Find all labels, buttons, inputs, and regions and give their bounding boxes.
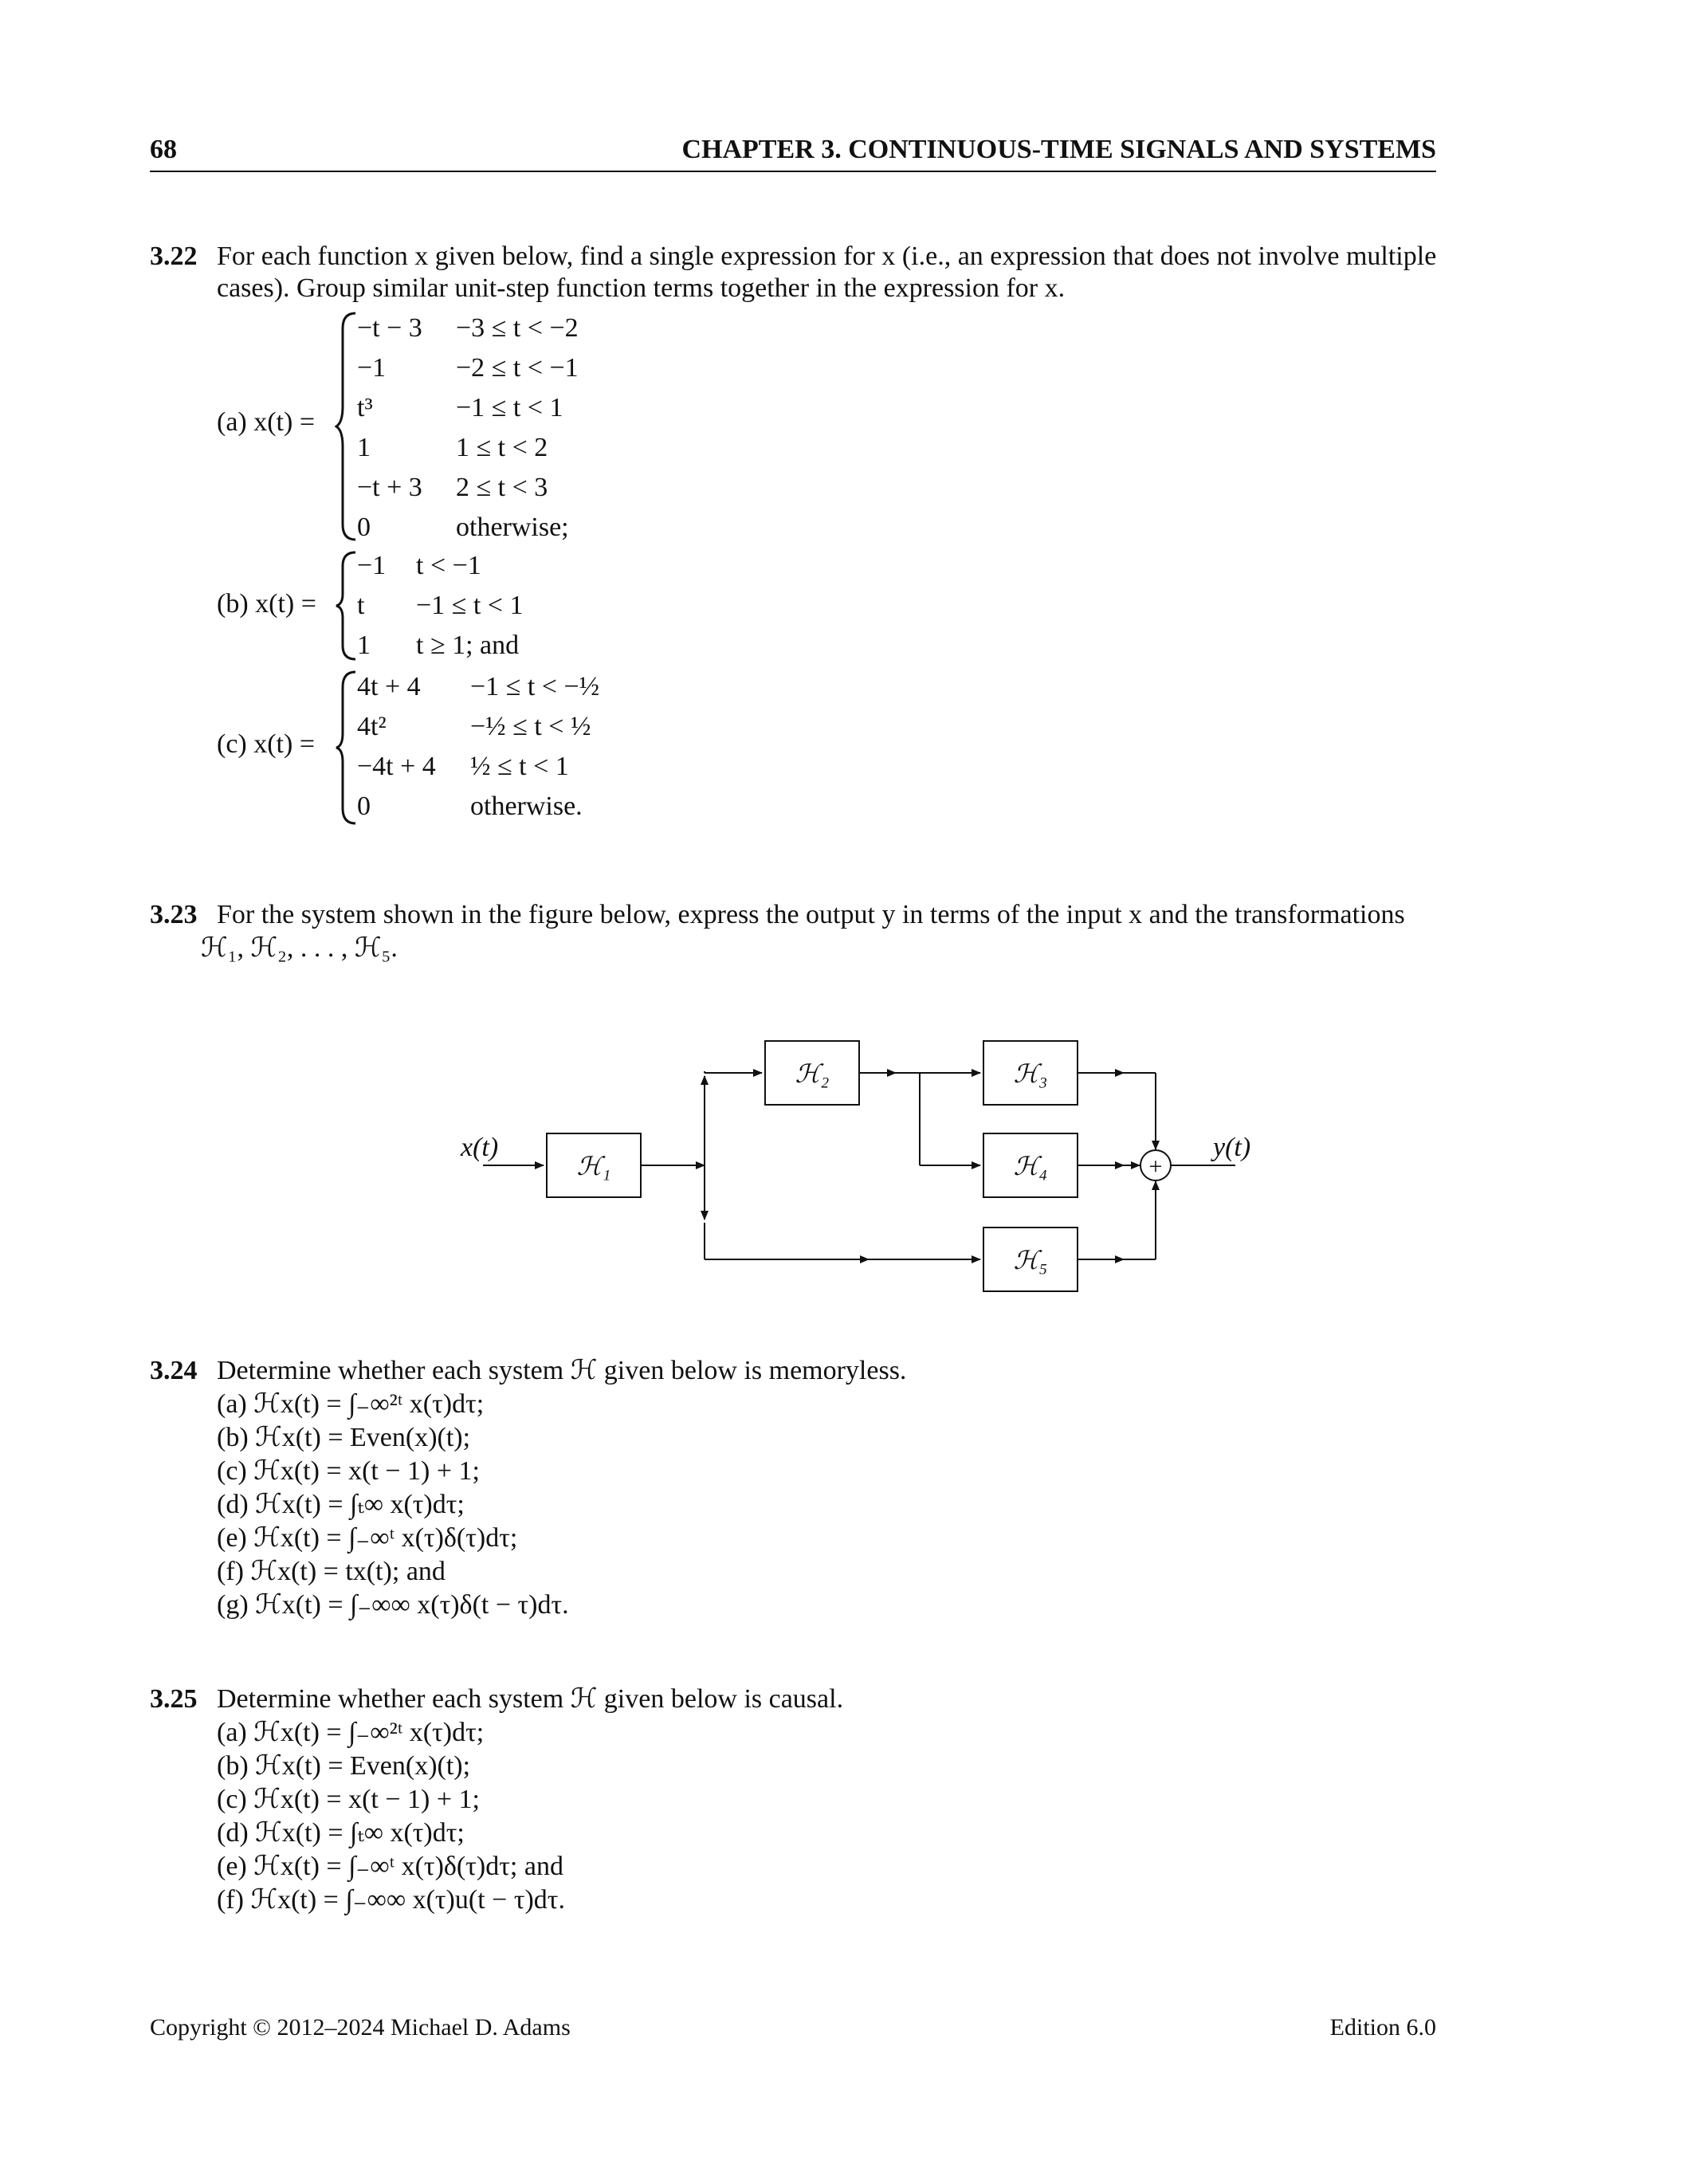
page-number: 68 — [150, 135, 177, 164]
list-item: (a) ℋx(t) = ∫₋∞²ᵗ x(τ)dτ; — [217, 1389, 485, 1419]
case-cond: −2 ≤ t < −1 — [456, 353, 579, 383]
case-expr: 0 — [357, 513, 371, 542]
case-expr: 1 — [357, 630, 371, 660]
list-item: (f) ℋx(t) = ∫₋∞∞ x(τ)u(t − τ)dτ. — [217, 1885, 565, 1915]
block-h1-label: ℋ₁ — [576, 1152, 611, 1180]
case-cond: −1 ≤ t < −½ — [470, 672, 600, 701]
case-cond: t < −1 — [416, 551, 481, 580]
case-expr: 4t² — [357, 712, 387, 741]
problem-number: 3.24 — [150, 1356, 198, 1385]
header-rule — [150, 171, 1436, 172]
case-expr: 0 — [357, 792, 371, 821]
output-label: y(t) — [1213, 1133, 1251, 1162]
case-expr: −4t + 4 — [357, 752, 436, 781]
block-h2-label: ℋ₂ — [795, 1059, 830, 1088]
list-item: (c) ℋx(t) = x(t − 1) + 1; — [217, 1785, 480, 1814]
list-item: (b) ℋx(t) = Even(x)(t); — [217, 1423, 471, 1452]
problem-number: 3.25 — [150, 1684, 198, 1714]
list-item: (d) ℋx(t) = ∫ₜ∞ x(τ)dτ; — [217, 1490, 465, 1519]
case-cond: −3 ≤ t < −2 — [456, 313, 579, 343]
list-item: (c) ℋx(t) = x(t − 1) + 1; — [217, 1456, 480, 1486]
problem-text: Determine whether each system ℋ given below is memoryless. — [217, 1356, 907, 1385]
case-cond: −½ ≤ t < ½ — [470, 712, 591, 741]
left-brace — [335, 550, 359, 662]
list-item: (b) ℋx(t) = Even(x)(t); — [217, 1751, 471, 1781]
case-expr: −1 — [357, 551, 387, 580]
problem-text-line-2: ℋ₁, ℋ₂, . . . , ℋ₅. — [201, 933, 398, 963]
part-c-label: (c) x(t) = — [217, 729, 316, 759]
system-block-diagram — [430, 1012, 1291, 1307]
case-cond: ½ ≤ t < 1 — [470, 752, 569, 781]
input-label: x(t) — [461, 1133, 499, 1162]
list-item: (g) ℋx(t) = ∫₋∞∞ x(τ)δ(t − τ)dτ. — [217, 1590, 569, 1620]
left-brace — [335, 311, 359, 542]
problem-text-line-1: For the system shown in the figure below, express the output y in terms of the input x and the transformations — [217, 900, 1405, 929]
chapter-title: CHAPTER 3. CONTINUOUS-TIME SIGNALS AND SYSTEMS — [681, 135, 1436, 164]
adder-symbol: + — [1148, 1153, 1163, 1180]
list-item: (a) ℋx(t) = ∫₋∞²ᵗ x(τ)dτ; — [217, 1718, 485, 1747]
case-cond: 2 ≤ t < 3 — [456, 473, 548, 502]
part-a-label: (a) x(t) = — [217, 407, 316, 437]
list-item: (f) ℋx(t) = tx(t); and — [217, 1557, 446, 1586]
footer-edition: Edition 6.0 — [1329, 2014, 1436, 2041]
case-expr: −t + 3 — [357, 473, 422, 502]
problem-text-line-2: cases). Group similar unit-step function terms together in the expression for x. — [217, 273, 1066, 303]
list-item: (d) ℋx(t) = ∫ₜ∞ x(τ)dτ; — [217, 1818, 465, 1848]
problem-number: 3.22 — [150, 242, 198, 271]
block-h4-label: ℋ₄ — [1013, 1152, 1048, 1180]
footer-copyright: Copyright © 2012–2024 Michael D. Adams — [150, 2014, 571, 2041]
problem-text: Determine whether each system ℋ given below is causal. — [217, 1684, 844, 1714]
list-item: (e) ℋx(t) = ∫₋∞ᵗ x(τ)δ(τ)dτ; and — [217, 1852, 563, 1881]
case-cond: 1 ≤ t < 2 — [456, 433, 548, 462]
list-item: (e) ℋx(t) = ∫₋∞ᵗ x(τ)δ(τ)dτ; — [217, 1523, 518, 1553]
case-cond: −1 ≤ t < 1 — [456, 393, 563, 422]
problem-text-line-1: For each function x given below, find a single expression for x (i.e., an expression that does not involve multiple — [217, 242, 1437, 271]
case-cond: otherwise; — [456, 513, 569, 542]
case-expr: −1 — [357, 353, 387, 383]
case-expr: 4t + 4 — [357, 672, 421, 701]
case-cond: t ≥ 1; and — [416, 630, 520, 660]
problem-number: 3.23 — [150, 900, 198, 929]
case-cond: otherwise. — [470, 792, 583, 821]
case-expr: 1 — [357, 433, 371, 462]
case-expr: t³ — [357, 393, 373, 422]
block-h3-label: ℋ₃ — [1013, 1059, 1048, 1088]
block-h5-label: ℋ₅ — [1013, 1246, 1048, 1275]
case-cond: −1 ≤ t < 1 — [416, 591, 524, 620]
case-expr: t — [357, 591, 365, 620]
left-brace — [335, 670, 359, 826]
case-expr: −t − 3 — [357, 313, 422, 343]
part-b-label: (b) x(t) = — [217, 589, 316, 619]
